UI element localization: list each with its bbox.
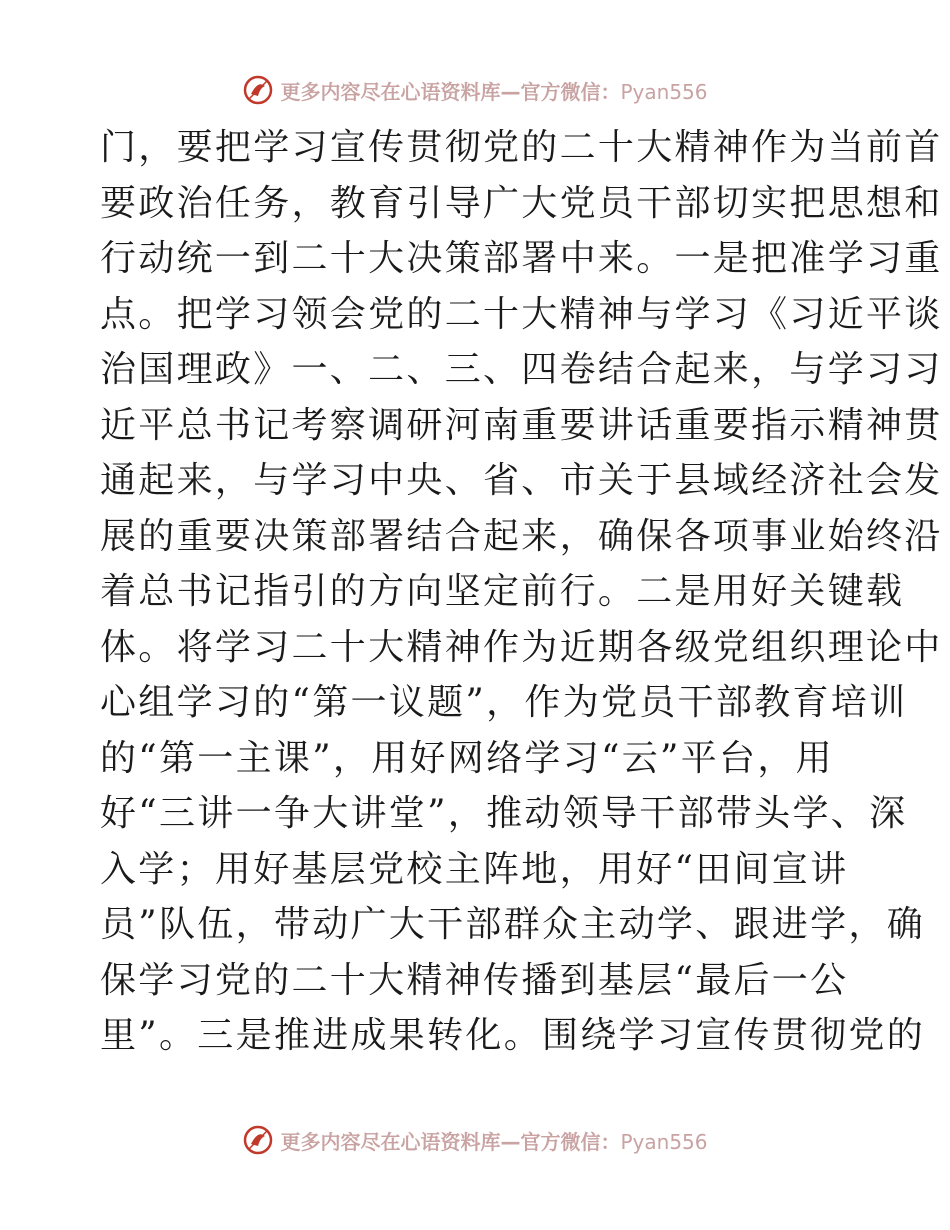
footer-wechat-id: Pyan556	[620, 1129, 708, 1154]
body-line: 要政治任务，教育引导广大党员干部切实把思想和	[100, 182, 943, 224]
footer-banner	[0, 1120, 950, 1160]
body-line: 的“第一主课”，用好网络学习“云”平台，用	[100, 737, 834, 779]
body-line: 点。把学习领会党的二十大精神与学习《习近平谈	[100, 293, 943, 335]
body-line: 治国理政》一、二、三、四卷结合起来，与学习习	[100, 349, 943, 390]
body-line: 行动统一到二十大决策部署中来。一是把准学习重	[100, 238, 943, 279]
body-line: 保学习党的二十大精神传播到基层“最后一公	[100, 959, 849, 1001]
header-banner	[0, 70, 950, 110]
body-line: 展的重要决策部署结合起来，确保各项事业始终沿	[100, 515, 943, 557]
body-line: 门，要把学习宣传贯彻党的二十大精神作为当前首	[100, 127, 943, 168]
body-line: 心组学习的“第一议题”，作为党员干部教育培训	[100, 682, 908, 723]
header-wechat-id: Pyan556	[620, 79, 708, 104]
body-line: 着总书记指引的方向坚定前行。二是用好关键载	[100, 571, 905, 612]
brand-logo-icon	[242, 74, 274, 106]
body-line: 员”队伍，带动广大干部群众主动学、跟进学，确	[100, 904, 926, 945]
body-line: 入学；用好基层党校主阵地，用好“田间宣讲	[100, 848, 849, 890]
body-line: 体。将学习二十大精神作为近期各级党组织理论中	[100, 626, 943, 668]
document-body	[100, 120, 943, 1064]
brand-logo-icon	[242, 1124, 274, 1156]
body-line: 好“三讲一争大讲堂”，推动领导干部带头学、深	[100, 793, 908, 834]
body-line: 里”。三是推进成果转化。围绕学习宣传贯彻党的	[100, 1015, 926, 1056]
body-line: 通起来，与学习中央、省、市关于县域经济社会发	[100, 460, 943, 501]
header-banner-text: 更多内容尽在心语资料库—官方微信：Pyan556	[280, 79, 708, 104]
body-line: 近平总书记考察调研河南重要讲话重要指示精神贯	[100, 404, 943, 446]
footer-banner-text: 更多内容尽在心语资料库—官方微信：Pyan556	[280, 1129, 708, 1154]
